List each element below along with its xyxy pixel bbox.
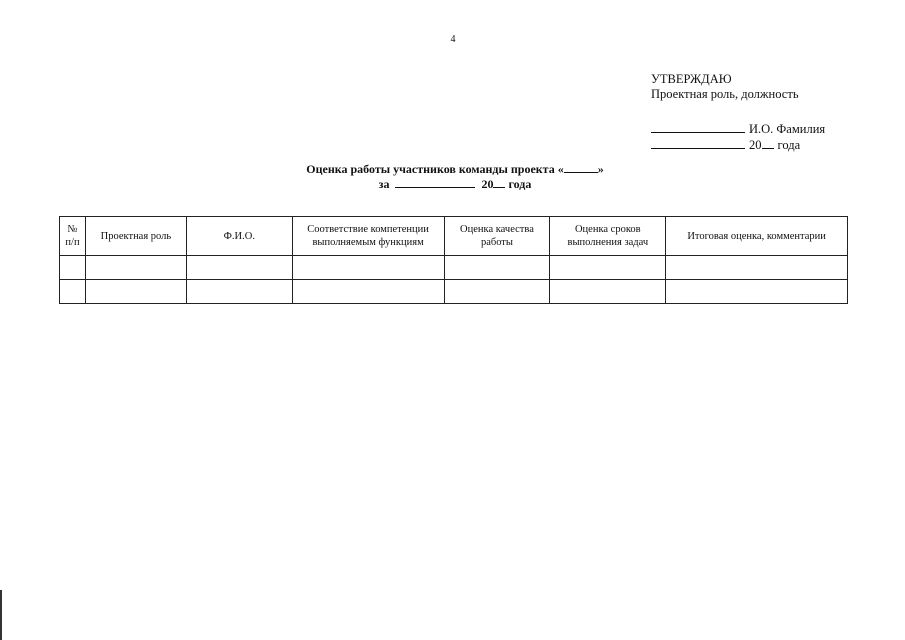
signature-line [651, 121, 891, 137]
table-cell[interactable] [666, 256, 848, 280]
period-prefix: за [378, 177, 390, 191]
table-cell[interactable] [550, 256, 666, 280]
table-row [60, 280, 848, 304]
evaluation-table [59, 216, 848, 304]
table-row [60, 256, 848, 280]
header-quality: Оценка качества работы [444, 217, 550, 256]
period-year-blank [493, 177, 505, 188]
signature-blank [651, 121, 745, 133]
table-cell[interactable] [550, 280, 666, 304]
title-line-1 [240, 162, 670, 177]
header-deadlines: Оценка сроков выполнения задач [550, 217, 666, 256]
title-text: Оценка работы участников команды проекта « [306, 162, 564, 176]
title-close-quote: » [597, 162, 604, 176]
table-cell[interactable] [186, 256, 292, 280]
document-title [240, 162, 670, 192]
spacer [651, 102, 891, 121]
table-cell[interactable] [186, 280, 292, 304]
project-name-blank [564, 162, 598, 173]
approval-heading: УТВЕРЖДАЮ [651, 72, 732, 86]
table-header-row [60, 217, 848, 256]
table-cell[interactable] [666, 280, 848, 304]
table-cell[interactable] [85, 280, 186, 304]
table-cell[interactable] [85, 256, 186, 280]
page-number: 4 [450, 34, 456, 45]
table-cell[interactable] [60, 256, 86, 280]
header-final-score: Итоговая оценка, комментарии [666, 217, 848, 256]
date-blank [651, 137, 745, 149]
approval-block [651, 72, 891, 153]
title-line-2 [240, 177, 670, 192]
period-suffix: года [508, 177, 532, 191]
table-cell[interactable] [444, 256, 550, 280]
year-blank [762, 137, 774, 149]
approval-role-line: Проектная роль, должность [651, 87, 799, 101]
date-prefix: 20 [749, 138, 762, 152]
period-year: 20 [481, 177, 494, 191]
signatory-name: И.О. Фамилия [749, 122, 826, 136]
table-cell[interactable] [444, 280, 550, 304]
scan-edge-mark [0, 590, 2, 640]
date-line [651, 137, 891, 153]
header-number: № п/п [60, 217, 86, 256]
table-cell[interactable] [292, 256, 444, 280]
table-cell[interactable] [60, 280, 86, 304]
period-blank [395, 177, 475, 188]
table-cell[interactable] [292, 280, 444, 304]
header-competence: Соответствие компетенции выполняемым функциям [292, 217, 444, 256]
header-project-role: Проектная роль [85, 217, 186, 256]
header-full-name: Ф.И.О. [186, 217, 292, 256]
date-suffix: года [777, 138, 801, 152]
